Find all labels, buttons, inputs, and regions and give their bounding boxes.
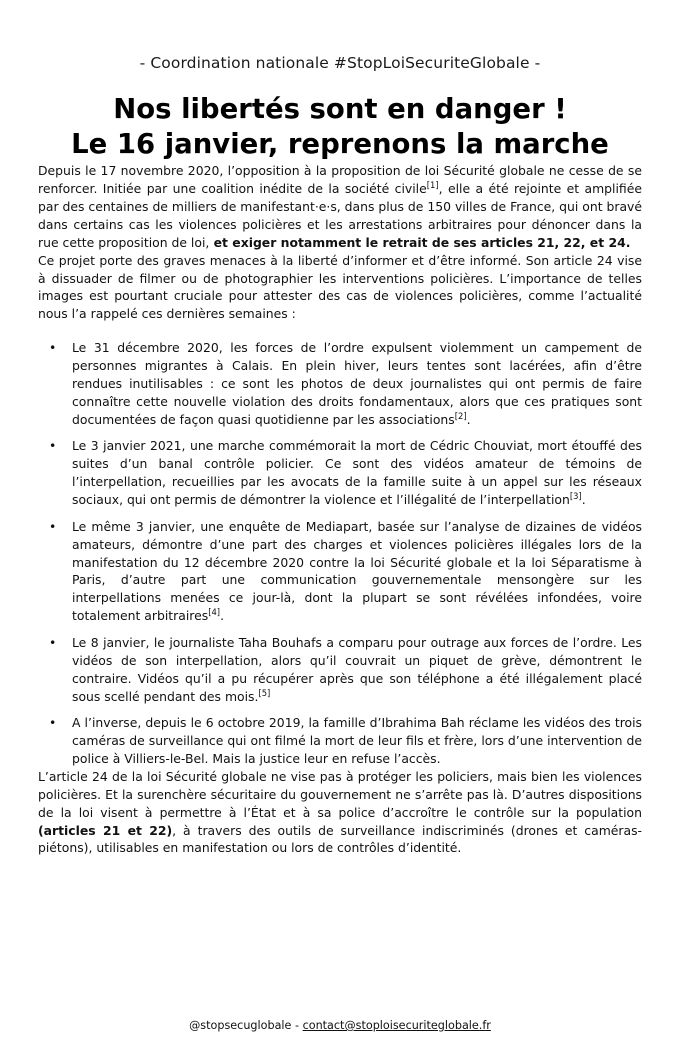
page-title <box>38 92 642 162</box>
footnote-ref-3: [3] <box>569 490 582 501</box>
bullet-marker: • <box>49 438 57 454</box>
list-item <box>38 714 642 768</box>
footer-separator: - <box>291 1019 303 1032</box>
document-footer <box>0 1019 680 1032</box>
list-item-text: Le même 3 janvier, une enquête de Mediapart, basée sur l’analyse de dizaines de vidéos amateurs, démontre d’une part des charges et violences policières illégales lors de la manifestation du 12 décembre 2020 contre la loi Sécurité globale et la loi Séparatisme à Paris, d’autre part une communication gouvernementale mensongère sur les interpellations menées ce jour-là, dont la plupart se sont révélées infondées, voire totalement arbitraires <box>72 518 642 624</box>
list-item-text: Le 31 décembre 2020, les forces de l’ordre expulsent violemment un campement de personnes migrantes à Calais. En plein hiver, leurs tentes sont lacérées, afin d’être rendues inutilisables : ce sont les photos de deux journalistes qui ont permis de faire connaître cette nouvelle violation des droits fondamentaux, alors que ces pratiques sont documentées de façon quasi quotidienne par les associations <box>72 340 642 427</box>
bullet-marker: • <box>49 340 57 356</box>
bullet-marker: • <box>49 715 57 731</box>
paragraph-conclusion-part1: L’article 24 de la loi Sécurité globale ne vise pas à protéger les policiers, mais bien les violences policières. Et la surenchère sécuritaire du gouvernement ne s’arrête pas là. D’autres dispositions de la loi visent à permettre à l’État et à sa police d’accroître le contrôle sur la population <box>38 769 642 820</box>
title-line-1: Nos libertés sont en danger ! <box>113 93 567 125</box>
list-item-text: A l’inverse, depuis le 6 octobre 2019, la famille d’Ibrahima Bah réclame les vidéos des trois caméras de surveillance qui ont filmé la mort de leur fils et frère, lors d’une intervention de police à Villiers-le-Bel. Mais la justice leur en refuse l’accès. <box>72 715 642 767</box>
paragraph-conclusion-part2: , à travers des outils de surveillance indiscriminés (drones et caméras-piétons), utilisables en manifestation ou lors de contrôles d’identité. <box>38 822 643 856</box>
contact-email-link[interactable]: contact@stoploisecuriteglobale.fr <box>302 1019 491 1032</box>
footnote-ref-4: [4] <box>208 607 221 618</box>
document-body <box>38 162 642 857</box>
paragraph-conclusion-bold: (articles 21 et 22) <box>38 822 173 838</box>
list-item-tail: . <box>466 411 471 427</box>
examples-list <box>38 339 642 768</box>
list-item-body <box>72 634 642 705</box>
list-item <box>38 518 642 625</box>
paragraph-intro <box>38 162 642 251</box>
list-item-tail: . <box>581 491 586 507</box>
paragraph-intro-part1: Depuis le 17 novembre 2020, l’opposition à la proposition de loi Sécurité globale ne cesse de se renforcer. Initiée par une coalition inédite de la société civile <box>38 163 642 197</box>
bullet-marker: • <box>49 518 57 534</box>
bullet-marker: • <box>49 635 57 650</box>
list-item-body <box>72 714 642 768</box>
list-item <box>38 339 642 428</box>
social-handle: @stopsecuglobale <box>189 1019 292 1032</box>
paragraph-conclusion <box>38 768 642 857</box>
title-line-2: Le 16 janvier, reprenons la marche <box>71 128 609 161</box>
list-item <box>38 634 642 705</box>
paragraph-intro-bold: et exiger notamment le retrait de ses articles 21, 22, et 24. <box>209 234 631 250</box>
paragraph-threats: Ce projet porte des graves menaces à la liberté d’informer et d’être informé. Son article 24 vise à dissuader de filmer ou de photographier les interventions policières. L’importance de telles images est pourtant cruciale pour attester des cas de violences policières, comme l’actualité nous l’a rappelé ces dernières semaines : <box>38 252 642 322</box>
footnote-ref-2: [2] <box>454 410 467 421</box>
list-item-tail: . <box>220 608 225 624</box>
document-kicker: - Coordination nationale #StopLoiSecuriteGlobale - <box>139 54 541 72</box>
list-item-body <box>72 518 642 625</box>
paragraph-intro-part2: , elle a été rejointe et amplifiée par des centaines de milliers de manifestant·e·s, dans plus de 150 villes de France, qui ont bravé dans certains cas les violences policières et les arrestations arbitraires pour dénoncer dans la rue cette proposition de loi, <box>38 181 642 250</box>
list-item-body <box>72 339 642 428</box>
list-item-text: Le 3 janvier 2021, une marche commémorait la mort de Cédric Chouviat, mort étouffé des suites d’un banal contrôle policier. Ce sont des vidéos amateur de témoins de l’interpellation, recueillies par les avocats de la famille suite à un appel sur les réseaux sociaux, qui ont permis de démontrer la violence et l’illégalité de l’interpellation <box>72 438 642 507</box>
footnote-ref-5: [5] <box>258 687 271 698</box>
list-item <box>38 437 642 508</box>
document-page <box>0 54 680 1054</box>
list-item-body <box>72 437 642 508</box>
footnote-ref-1: [1] <box>426 180 439 191</box>
list-item-text: Le 8 janvier, le journaliste Taha Bouhafs a comparu pour outrage aux forces de l’ordre. Les vidéos de son interpellation, alors qu’il couvrait un piquet de grève, démontrent le contraire. Vidéos qu’il a pu récupérer après que son téléphone a été illégalement placé sous scellé pendant des mois. <box>72 635 642 704</box>
